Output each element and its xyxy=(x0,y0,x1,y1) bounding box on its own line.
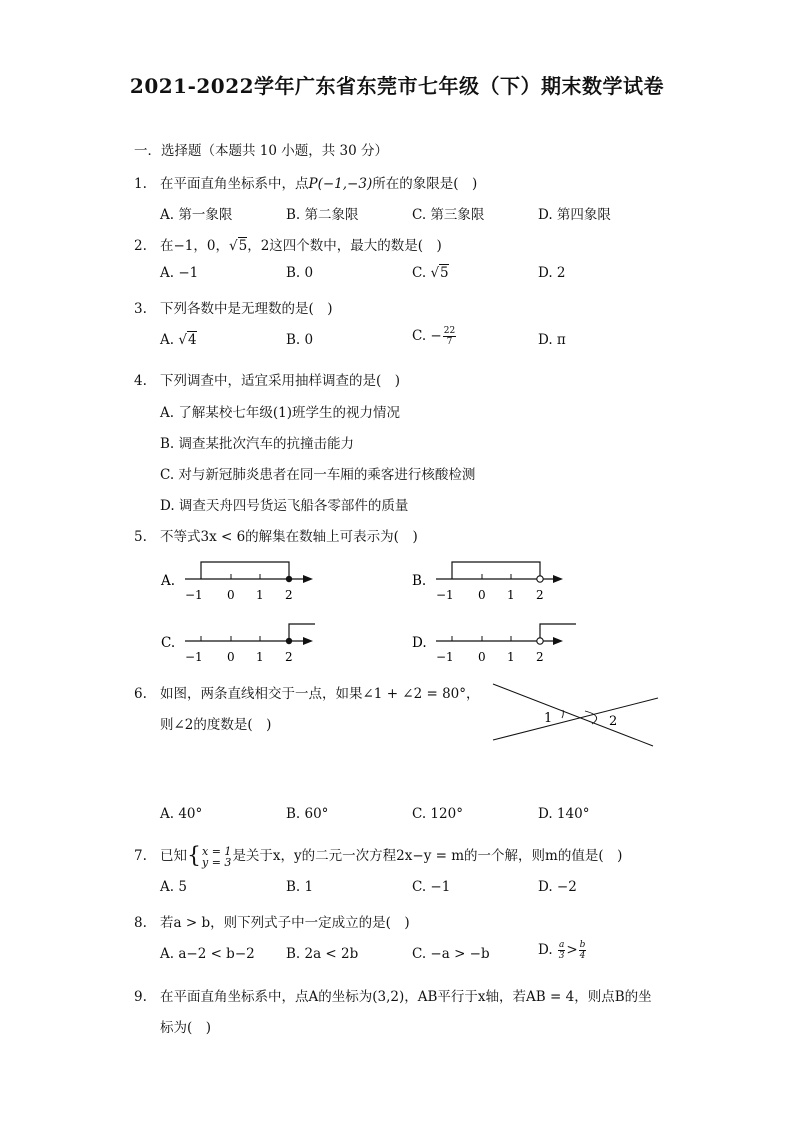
radicand: 5 xyxy=(238,238,248,254)
equation-2: y = 3 xyxy=(202,855,232,869)
solution-range xyxy=(452,562,540,579)
option-prefix: C. xyxy=(412,265,431,281)
tick-label: 2 xyxy=(285,588,293,602)
equation-system xyxy=(202,846,231,868)
open-dot xyxy=(537,576,543,582)
tick-label: 1 xyxy=(507,650,515,664)
option-b: B. 0 xyxy=(286,332,314,348)
option-a: A. 第一象限 xyxy=(160,207,233,223)
point-label: P(−1,−3) xyxy=(308,176,373,192)
fraction-a-3 xyxy=(558,940,565,961)
question-2: 2. 在−1，0，√5，2这四个数中，最大的数是( ) xyxy=(134,238,442,254)
option-d: D. 第四象限 xyxy=(538,207,611,223)
angle-1-label: 1 xyxy=(544,711,553,726)
question-7 xyxy=(134,844,622,868)
question-number: 4. xyxy=(134,373,147,389)
number-line-a xyxy=(185,562,313,602)
tick-label: 0 xyxy=(478,650,486,664)
option-b: B. 1 xyxy=(286,879,314,895)
operator: > xyxy=(566,942,578,958)
option-d: D. 140° xyxy=(538,806,590,822)
denominator: 7 xyxy=(446,337,453,347)
question-text: 在−1，0， xyxy=(160,238,229,254)
question-number: 6. xyxy=(134,686,147,702)
radicand: 5 xyxy=(440,265,449,281)
solution-range xyxy=(540,624,576,641)
question-text: 下列调查中，适宜采用抽样调查的是( ) xyxy=(160,373,401,389)
closed-dot xyxy=(286,638,292,644)
question-text: 已知 xyxy=(160,848,187,864)
intersecting-lines-figure xyxy=(488,680,668,750)
tick-label: 1 xyxy=(256,650,264,664)
denominator: 3 xyxy=(558,951,565,961)
question-text: 下列各数中是无理数的是( ) xyxy=(160,301,333,317)
option-prefix: A. xyxy=(160,332,179,348)
question-text-end: ，2这四个数中，最大的数是( ) xyxy=(247,238,442,254)
option-c: C. −1 xyxy=(412,879,451,895)
number-line-options xyxy=(155,556,635,668)
page-title: 2021-2022学年广东省东莞市七年级（下）期末数学试卷 xyxy=(129,74,665,98)
fraction-b-4 xyxy=(579,940,587,961)
option-a: A. 了解某校七年级(1)班学生的视力情况 xyxy=(160,405,400,421)
question-9-line-2: 标为( ) xyxy=(160,1020,212,1036)
fraction xyxy=(443,326,456,347)
option-b: B. 第二象限 xyxy=(286,207,359,223)
option-d: D. 2 xyxy=(538,265,566,281)
option-a: A. 5 xyxy=(160,879,187,895)
tick-label: −1 xyxy=(185,588,203,602)
solution-range xyxy=(289,624,315,641)
question-number: 3. xyxy=(134,301,147,317)
question-text: 如图，两条直线相交于一点，如果∠1 + ∠2 = 80°， xyxy=(160,686,480,702)
angle-2-label: 2 xyxy=(609,714,618,729)
option-prefix: C. − xyxy=(412,328,442,344)
numerator: 22 xyxy=(443,326,456,336)
tick-label: −1 xyxy=(436,650,454,664)
option-d: D. 调查天舟四号货运飞船各零部件的质量 xyxy=(160,498,409,514)
number-line-c xyxy=(185,624,315,664)
denominator: 4 xyxy=(579,951,586,961)
number-line-b xyxy=(436,562,563,602)
open-dot xyxy=(537,638,543,644)
tick-label: 1 xyxy=(507,588,515,602)
question-number: 9. xyxy=(134,989,147,1005)
number-line-d xyxy=(436,624,576,664)
option-c: C. 第三象限 xyxy=(412,207,485,223)
question-number: 5. xyxy=(134,529,147,545)
question-9 xyxy=(134,985,652,1005)
question-number: 8. xyxy=(134,915,147,931)
option-c-label: C. xyxy=(161,635,176,651)
option-a: A. √4 xyxy=(160,332,197,348)
tick-label: 0 xyxy=(227,588,235,602)
option-c: C. −a > −b xyxy=(412,946,490,962)
question-8 xyxy=(134,911,410,931)
equation-1: x = 1 xyxy=(202,844,232,858)
closed-dot xyxy=(286,576,292,582)
question-6-line-2: 则∠2的度数是( ) xyxy=(160,717,272,733)
option-b: B. 2a < 2b xyxy=(286,946,359,962)
tick-label: −1 xyxy=(185,650,203,664)
tick-label: 1 xyxy=(256,588,264,602)
question-number: 1. xyxy=(134,176,147,192)
section-heading: 一．选择题（本题共 10 小题，共 30 分） xyxy=(134,143,389,159)
question-text: 若a > b，则下列式子中一定成立的是( ) xyxy=(160,915,410,931)
option-b: B. 调查某批次汽车的抗撞击能力 xyxy=(160,436,355,452)
question-text: 在平面直角坐标系中，点 xyxy=(160,176,309,192)
question-number: 2. xyxy=(134,238,147,254)
option-d: D. π xyxy=(538,332,566,348)
option-c: C. √5 xyxy=(412,265,449,281)
solution-range xyxy=(201,562,289,579)
question-text-end: 是关于x，y的二元一次方程2x−y = m的一个解，则m的值是( ) xyxy=(232,848,623,864)
question-text-end: 所在的象限是( ) xyxy=(372,176,478,192)
question-1 xyxy=(134,172,477,192)
option-c xyxy=(412,326,457,347)
question-6 xyxy=(134,682,480,702)
radicand: 4 xyxy=(187,332,197,348)
tick-label: 0 xyxy=(478,588,486,602)
brace: { xyxy=(187,843,201,869)
option-a: A. −1 xyxy=(160,265,199,281)
option-d-label: D. xyxy=(412,635,427,651)
option-a: A. 40° xyxy=(160,806,203,822)
option-d xyxy=(538,940,587,961)
question-number: 7. xyxy=(134,848,147,864)
tick-label: 2 xyxy=(536,650,544,664)
option-prefix: D. xyxy=(538,942,557,958)
option-c: C. 120° xyxy=(412,806,463,822)
option-d: D. −2 xyxy=(538,879,577,895)
tick-label: 2 xyxy=(285,650,293,664)
tick-label: −1 xyxy=(436,588,454,602)
question-5 xyxy=(134,525,418,545)
option-c: C. 对与新冠肺炎患者在同一车厢的乘客进行核酸检测 xyxy=(160,467,476,483)
numerator: b xyxy=(579,940,586,950)
question-text: 在平面直角坐标系中，点A的坐标为(3,2)，AB平行于x轴，若AB = 4，则点B的坐 xyxy=(160,989,652,1005)
question-text: 不等式3x < 6的解集在数轴上可表示为( ) xyxy=(160,529,418,545)
tick-label: 0 xyxy=(227,650,235,664)
numerator: a xyxy=(558,940,565,950)
question-4 xyxy=(134,369,400,389)
option-b-label: B. xyxy=(412,573,427,589)
question-3 xyxy=(134,297,333,317)
option-b: B. 0 xyxy=(286,265,314,281)
option-b: B. 60° xyxy=(286,806,329,822)
option-a: A. a−2 < b−2 xyxy=(160,946,255,962)
tick-label: 2 xyxy=(536,588,544,602)
option-a-label: A. xyxy=(161,573,176,589)
